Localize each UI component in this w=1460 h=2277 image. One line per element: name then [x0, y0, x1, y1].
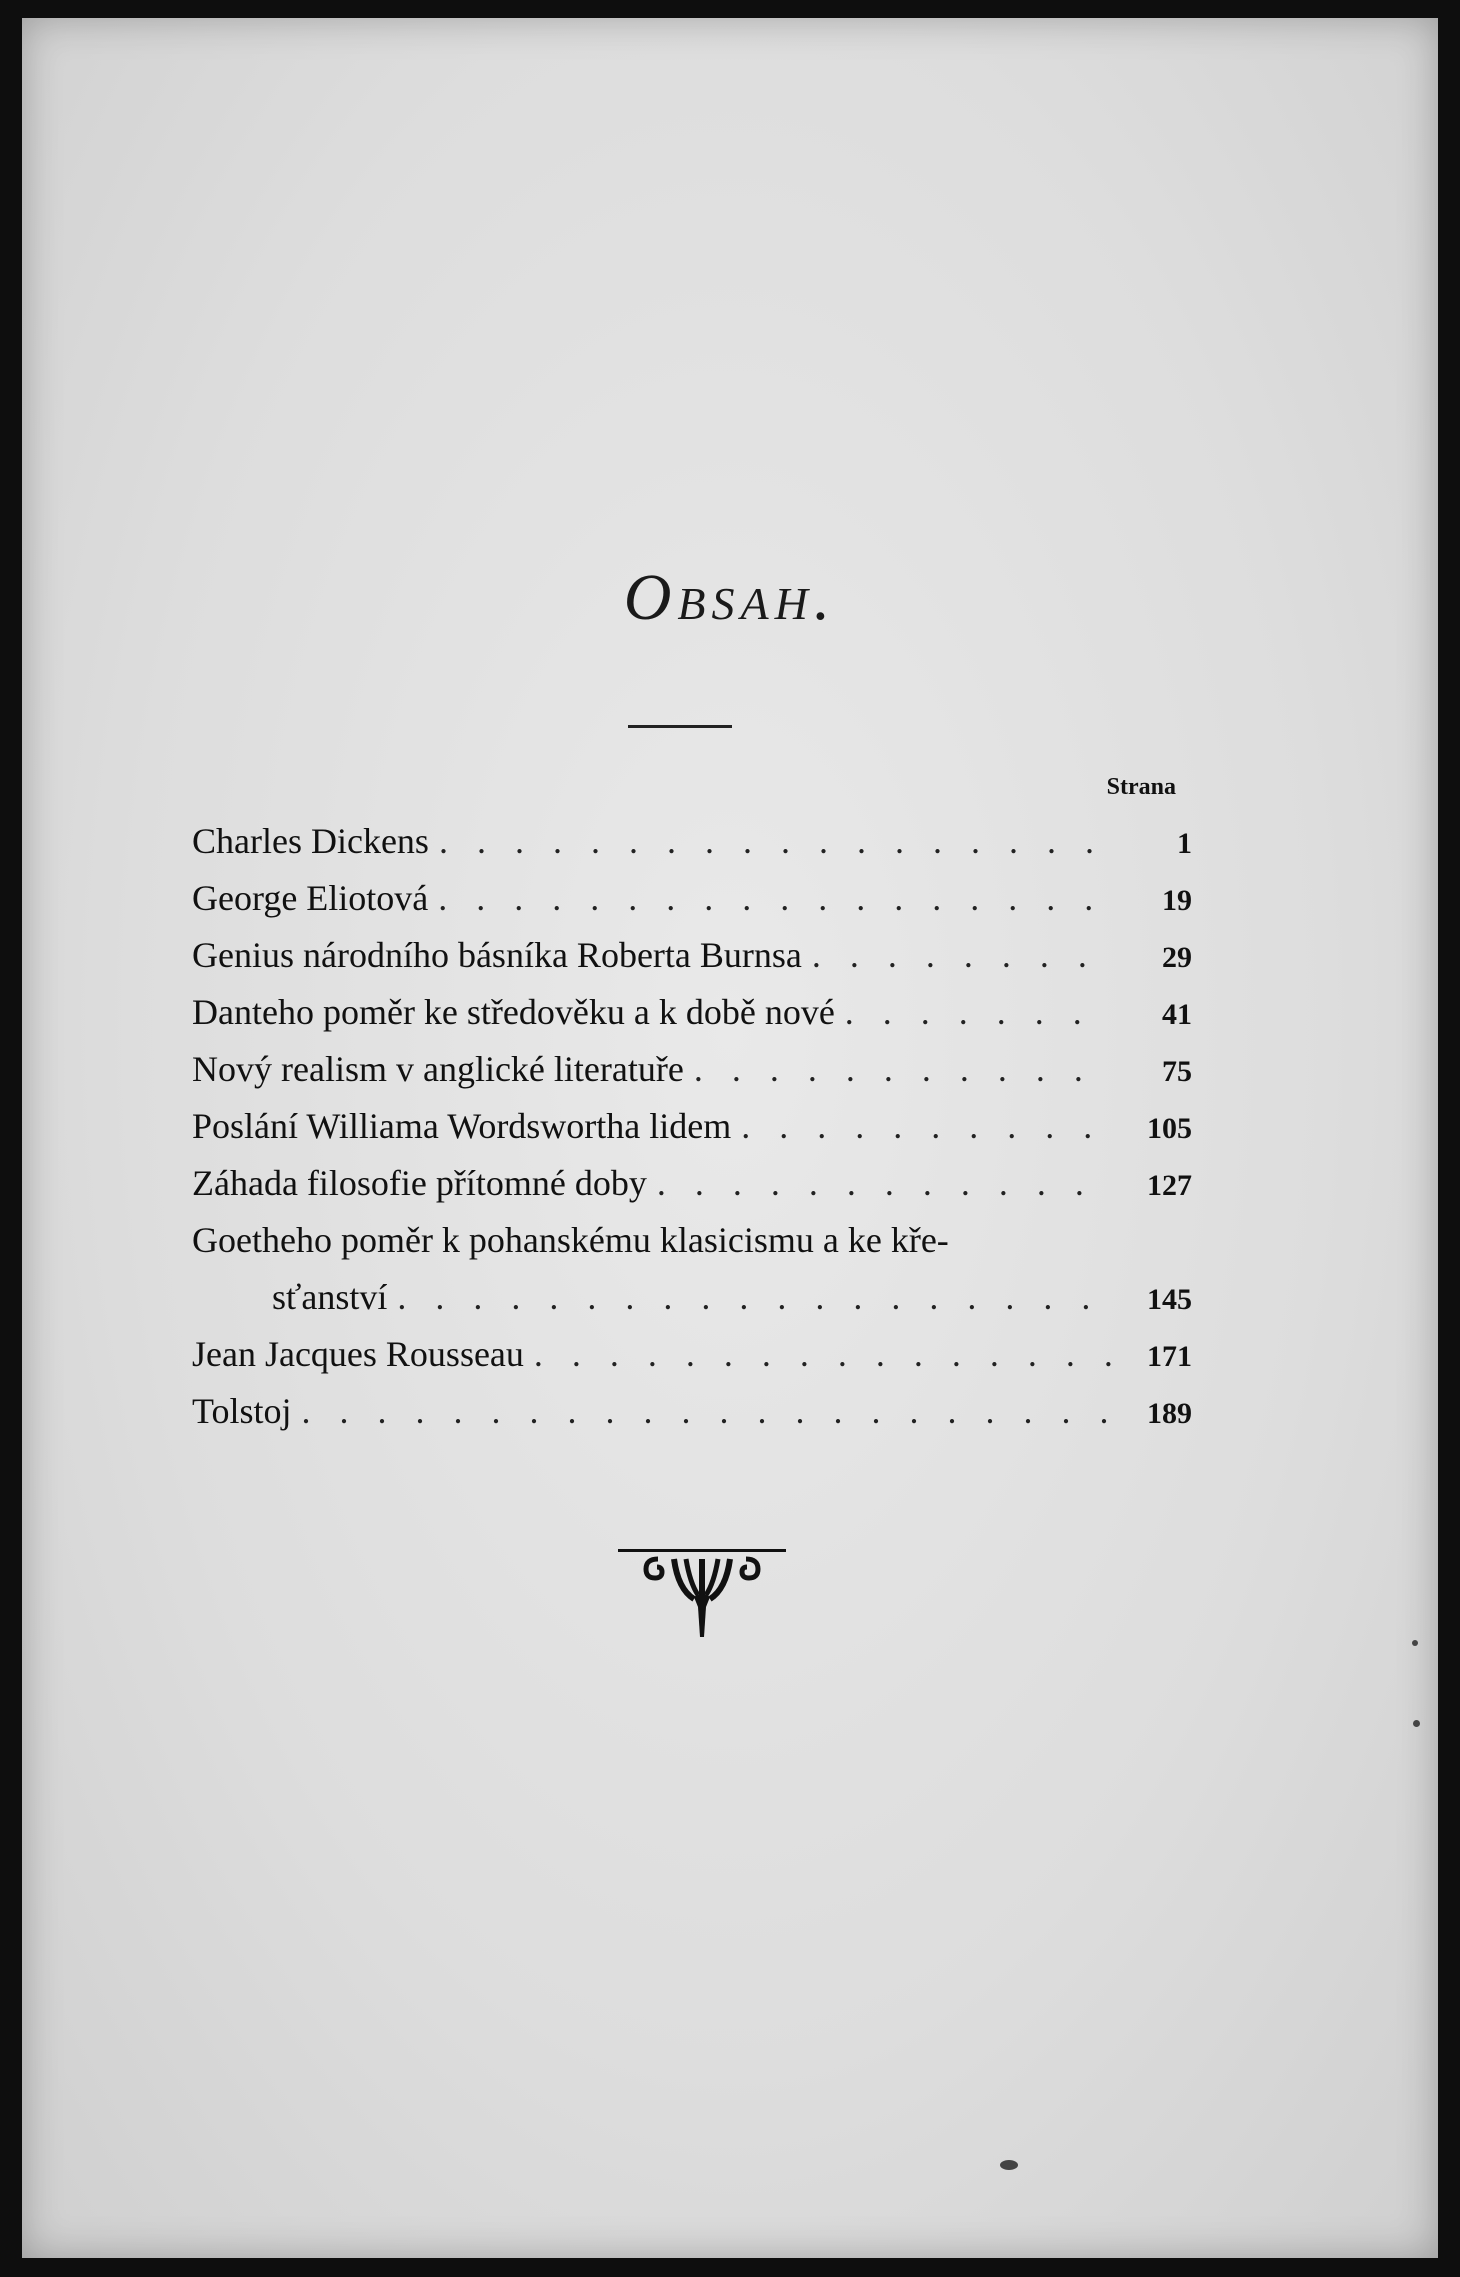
leader-dots	[845, 984, 1112, 1041]
leader-dots	[741, 1098, 1112, 1155]
leader-dots	[657, 1155, 1112, 1212]
table-of-contents	[192, 760, 1192, 1440]
toc-entry-page: 145	[1147, 1283, 1192, 1316]
toc-entry	[192, 870, 1192, 927]
toc-entry	[192, 1041, 1192, 1098]
toc-entry-page: 29	[1162, 941, 1192, 974]
toc-entry	[192, 1212, 1192, 1269]
toc-entry-page: 19	[1162, 884, 1192, 917]
toc-entry-page: 1	[1177, 827, 1192, 860]
toc-entry	[192, 1155, 1192, 1212]
toc-entry-page: 189	[1147, 1397, 1192, 1430]
paper-speck	[1000, 2160, 1018, 2170]
toc-entry	[192, 1326, 1192, 1383]
toc-entry-title: Nový realism v anglické literatuře	[192, 1049, 684, 1089]
paper-speck	[1412, 1640, 1418, 1646]
leader-dots	[438, 870, 1112, 927]
toc-entry-title: Záhada filosofie přítomné doby	[192, 1163, 647, 1203]
toc-entry	[192, 984, 1192, 1041]
toc-entry	[192, 1383, 1192, 1440]
toc-entry	[192, 927, 1192, 984]
toc-entry-continuation	[192, 1269, 1192, 1326]
ornament-icon	[618, 1545, 786, 1645]
leader-dots	[534, 1326, 1112, 1383]
toc-entry-title: Genius národního básníka Roberta Burnsa	[192, 935, 802, 975]
toc-entry-page: 75	[1162, 1055, 1192, 1088]
toc-entry-title: Poslání Williama Wordswortha lidem	[192, 1106, 732, 1146]
page-column-heading: Strana	[1106, 774, 1176, 800]
leader-dots	[812, 927, 1112, 984]
toc-entry-page: 41	[1162, 998, 1192, 1031]
toc-entry-page: 127	[1147, 1169, 1192, 1202]
toc-entry-title: Jean Jacques Rousseau	[192, 1334, 524, 1374]
leader-dots	[397, 1269, 1112, 1326]
leader-dots	[439, 813, 1112, 870]
toc-entry	[192, 813, 1192, 870]
toc-entry-title: Tolstoj	[192, 1391, 292, 1431]
title-rule	[628, 725, 732, 728]
toc-entry-title: Danteho poměr ke středověku a k době nové	[192, 992, 835, 1032]
leader-dots	[694, 1041, 1112, 1098]
leader-dots	[302, 1383, 1113, 1440]
toc-entry-page: 171	[1147, 1340, 1192, 1373]
toc-entry	[192, 1098, 1192, 1155]
toc-entry-page: 105	[1147, 1112, 1192, 1145]
page-title: Obsah.	[623, 561, 837, 634]
toc-entry-title: Charles Dickens	[192, 821, 429, 861]
toc-entry-title: Goetheho poměr k pohanskému klasicismu a ke kře-	[192, 1220, 949, 1260]
paper-speck	[1413, 1720, 1420, 1727]
toc-entry-title: sťanství	[272, 1277, 388, 1317]
toc-entry-title: George Eliotová	[192, 878, 429, 918]
